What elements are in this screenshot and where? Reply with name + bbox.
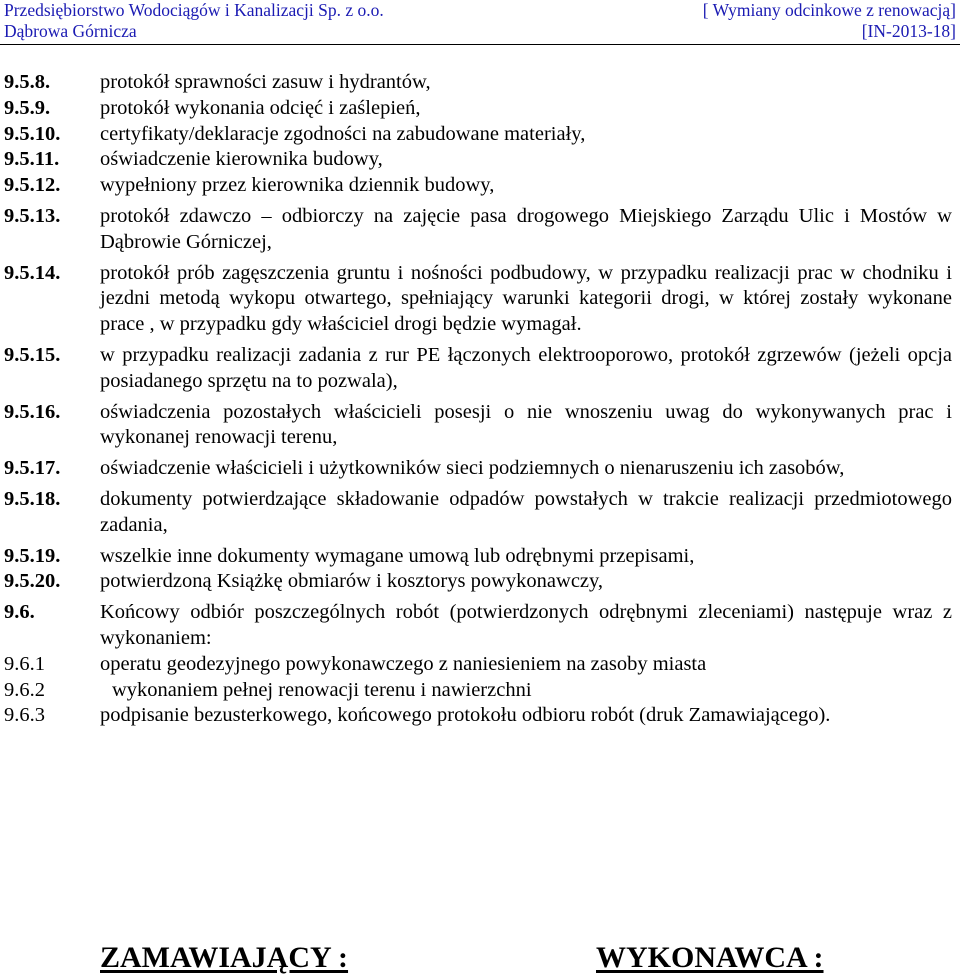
list-item — [4, 678, 952, 704]
list-item — [4, 122, 952, 148]
item-number: 9.5.10. — [4, 122, 61, 145]
document-code: [IN-2013-18] — [861, 21, 956, 41]
document-body — [0, 70, 952, 729]
item-text: wypełniony przez kierownika dziennik budowy, — [100, 174, 495, 197]
item-number: 9.5.12. — [4, 174, 61, 197]
list-item — [4, 400, 952, 452]
list-item — [4, 96, 952, 122]
item-text: w przypadku realizacji zadania z rur PE łączonych elektrooporowo, protokół zgrzewów (jeżeli opcja posiadanego sprzętu na to pozwala), — [100, 343, 952, 392]
item-number: 9.5.14. — [4, 261, 61, 284]
item-number: 9.5.17. — [4, 457, 61, 480]
item-number: 9.5.11. — [4, 148, 60, 171]
item-text: operatu geodezyjnego powykonawczego z naniesieniem na zasoby miasta — [100, 652, 707, 675]
item-number: 9.6.1 — [4, 652, 45, 675]
header-row-2 — [0, 21, 960, 42]
document-title: [ Wymiany odcinkowe z renowacją] — [702, 0, 956, 20]
item-text: wszelkie inne dokumenty wymagane umową lub odrębnymi przepisami, — [100, 544, 695, 567]
item-number: 9.5.13. — [4, 204, 61, 227]
list-item — [4, 173, 952, 199]
list-item — [4, 70, 952, 96]
item-text: oświadczenia pozostałych właścicieli posesji o nie wnoszeniu uwag do wykonywanych prac i wykonanej renowacji terenu, — [100, 400, 952, 449]
list-item — [4, 600, 952, 652]
page-header — [0, 0, 960, 45]
list-item — [4, 147, 952, 173]
item-text: oświadczenie właścicieli i użytkowników sieci podziemnych o nienaruszeniu ich zasobów, — [100, 457, 845, 480]
list-item — [4, 456, 952, 482]
contractor-signature-label: WYKONAWCA : — [596, 941, 824, 974]
item-text: oświadczenie kierownika budowy, — [100, 148, 383, 171]
list-item — [4, 204, 952, 256]
item-number: 9.5.9. — [4, 96, 51, 119]
item-text: protokół zdawczo – odbiorczy na zajęcie pasa drogowego Miejskiego Zarządu Ulic i Mostów w Dąbrowie Górniczej, — [100, 204, 952, 253]
client-signature-label: ZAMAWIAJĄCY : — [100, 941, 349, 974]
item-text: protokół wykonania odcięć i zaślepień, — [100, 96, 421, 119]
item-text: Końcowy odbiór poszczególnych robót (potwierdzonych odrębnymi zleceniami) następuje wraz z wykonaniem: — [100, 601, 952, 649]
item-text: certyfikaty/deklaracje zgodności na zabudowane materiały, — [100, 122, 586, 145]
item-number: 9.5.20. — [4, 570, 61, 593]
header-row-1 — [0, 0, 960, 21]
item-number: 9.5.8. — [4, 71, 51, 93]
company-city: Dąbrowa Górnicza — [4, 21, 137, 41]
list-item — [4, 569, 952, 595]
item-text: protokół sprawności zasuw i hydrantów, — [100, 71, 431, 93]
item-text: dokumenty potwierdzające składowanie odpadów powstałych w trakcie realizacji przedmiotowego zadania, — [100, 487, 952, 536]
list-item — [4, 544, 952, 570]
item-number: 9.5.15. — [4, 343, 61, 366]
item-text: protokół prób zagęszczenia gruntu i nośności podbudowy, w przypadku realizacji prac w chodniku i jezdni metodą wykopu otwartego, spełniający warunki kategorii drogi, w której zostały wykonane prace , w przypadku gdy właściciel drogi będzie wymagał. — [100, 261, 952, 336]
item-number: 9.6. — [4, 601, 35, 624]
item-text: podpisanie bezusterkowego, końcowego protokołu odbioru robót (druk Zamawiającego). — [100, 704, 831, 727]
list-item — [4, 652, 952, 678]
item-number: 9.6.3 — [4, 704, 45, 727]
item-text: potwierdzoną Książkę obmiarów i kosztorys powykonawczy, — [100, 570, 604, 593]
item-text: wykonaniem pełnej renowacji terenu i nawierzchni — [112, 678, 532, 701]
list-item — [4, 487, 952, 539]
list-item — [4, 261, 952, 338]
company-name: Przedsiębiorstwo Wodociągów i Kanalizacji Sp. z o.o. — [4, 0, 384, 20]
item-number: 9.6.2 — [4, 678, 45, 701]
list-item — [4, 703, 952, 729]
list-item — [4, 343, 952, 395]
item-number: 9.5.16. — [4, 400, 61, 423]
item-number: 9.5.19. — [4, 544, 61, 567]
item-number: 9.5.18. — [4, 487, 61, 510]
